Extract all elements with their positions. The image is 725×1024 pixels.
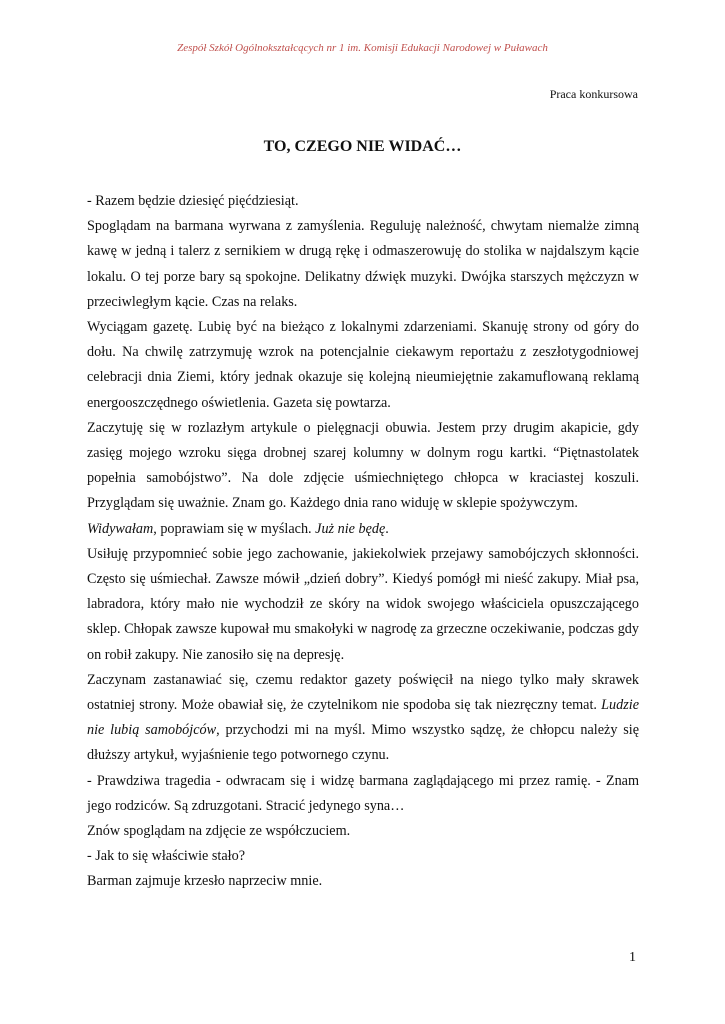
paragraph: Wyciągam gazetę. Lubię być na bieżąco z lokalnymi zdarzeniami. Skanuję strony od góry do dołu. Na chwilę zatrzymuję wzrok na potencjalnie ciekawym reportażu z zeszłotygodniowej celebracji dnia Ziemi, który jednak okazuje się kolejną nieumiejętnie zakamuflowaną reklamą energooszczędnego oświetlenia. Gazeta się powtarza.	[87, 319, 639, 411]
paragraph	[87, 668, 639, 769]
italic-phrase: Już nie będę	[315, 520, 386, 537]
contest-label: Praca konkursowa	[549, 87, 638, 101]
paragraph-text: , przychodzi mi na myśl. Mimo wszystko sądzę, że chłopcu należy się dłuższy artykuł, wyjaśnienie tego potwornego czynu.	[87, 722, 639, 764]
paragraph	[87, 416, 639, 542]
italic-phrase: Widywałam	[87, 520, 154, 537]
paragraph: - Prawdziwa tragedia - odwracam się i widzę barmana zaglądającego mi przez ramię. - Znam jego rodziców. Są zdruzgotani. Stracić jedynego syna…	[87, 772, 639, 814]
paragraph: Usiłuję przypomnieć sobie jego zachowanie, jakiekolwiek przejawy samobójczych skłonności. Często się uśmiechał. Zawsze mówił „dzień dobry”. Kiedyś pomógł mi nieść zakupy. Miał psa, labradora, który mało nie wychodził ze skóry na widok swojego właściciela opuszczającego sklep. Chłopak zawsze kupował mu smakołyki w nagrodę za grzeczne oczekiwanie, podczas gdy on robił zakupy. Nie zanosiło się na depresję.	[87, 545, 639, 663]
italic-phrase: Ludzie nie lubią samobójców	[87, 697, 639, 739]
paragraph: - Razem będzie dziesięć pięćdziesiąt.	[87, 193, 299, 209]
paragraph-text: , poprawiam się w myślach.	[153, 520, 316, 537]
paragraph-text: Zaczytuję się w rozlazłym artykule o pielęgnacji obuwia. Jestem przy drugim akapicie, gdy zasięg mojego wzroku sięga drobnej szarej kolumny w dolnym rogu kartki. “Piętnastolatek popełnia samobójstwo”. Na dole zdjęcie uśmiechniętego chłopca w kraciastej koszuli. Przyglądam się uważnie. Znam go. Każdego dnia rano widuję w sklepie spożywczym.	[87, 419, 639, 512]
paragraph-text: Zaczynam zastanawiać się, czemu redaktor gazety poświęcił na niego tylko mały skrawek ostatniej strony. Może obawiał się, że czytelnikom nie spodoba się tak niezręczny temat.	[87, 671, 639, 714]
paragraph: - Jak to się właściwie stało?	[87, 848, 245, 865]
paragraph-text: .	[385, 520, 389, 537]
paragraph: Znów spoglądam na zdjęcie ze współczuciem.	[87, 823, 351, 840]
document-header: Zespół Szkół Ogólnokształcących nr 1 im. Komisji Edukacji Narodowej w Puławach	[177, 42, 548, 54]
story-body	[87, 189, 639, 895]
paragraph: Spoglądam na barmana wyrwana z zamyślenia. Reguluję należność, chwytam niemalże zimną kawę w jedną i talerz z sernikiem w drugą rękę i odmaszerowuję do stolika w najdalszym kącie lokalu. O tej porze bary są spokojne. Delikatny dźwięk muzyki. Dwójka starszych mężczyzn w przeciwległym kącie. Czas na relaks.	[87, 218, 639, 310]
paragraph: Barman zajmuje krzesło naprzeciw mnie.	[87, 873, 323, 890]
page-number: 1	[629, 950, 636, 965]
document-title: TO, CZEGO NIE WIDAĆ…	[263, 138, 462, 155]
